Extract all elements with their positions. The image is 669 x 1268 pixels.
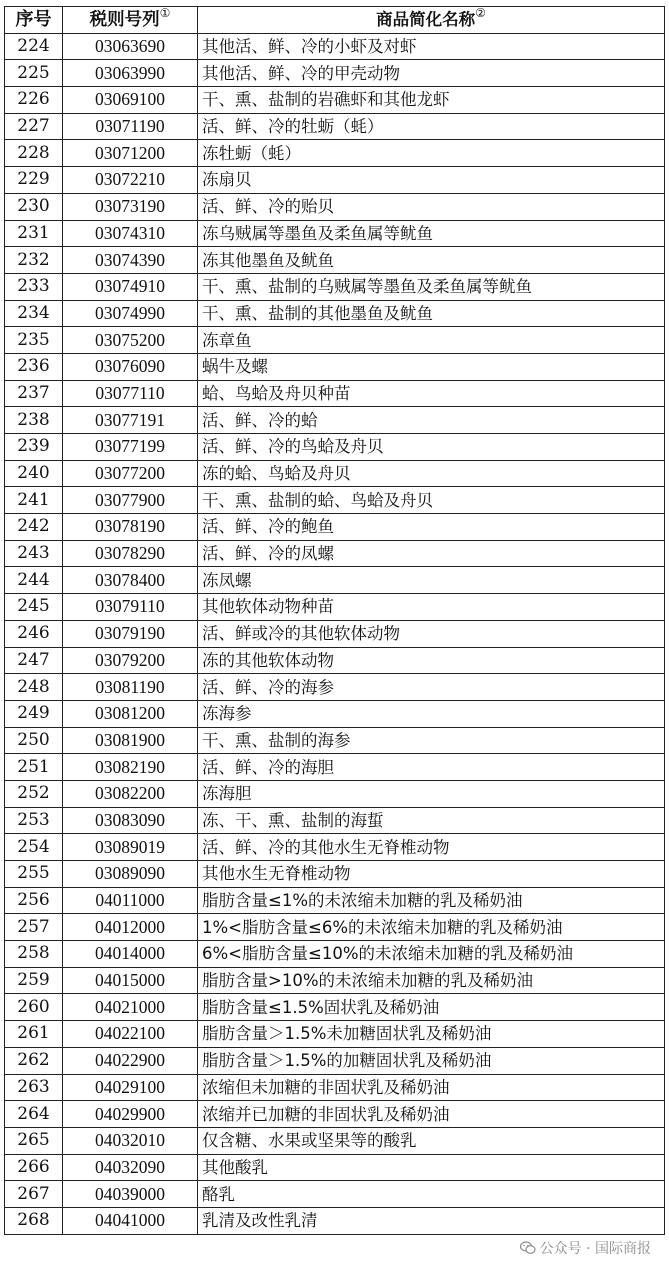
cell-name: 干、熏、盐制的其他墨鱼及鱿鱼 [198, 300, 665, 327]
table-row [5, 327, 665, 354]
table-row [5, 834, 665, 861]
table-row [5, 807, 665, 834]
cell-code: 03076090 [63, 353, 198, 380]
table-row [5, 620, 665, 647]
cell-seq: 231 [5, 220, 63, 247]
cell-code: 03074910 [63, 273, 198, 300]
table-row [5, 220, 665, 247]
table-row [5, 540, 665, 567]
cell-seq: 268 [5, 1207, 63, 1234]
cell-seq: 261 [5, 1021, 63, 1048]
cell-code: 03081200 [63, 700, 198, 727]
cell-seq: 257 [5, 914, 63, 941]
cell-code: 03089090 [63, 861, 198, 888]
table-row [5, 567, 665, 594]
table-row [5, 994, 665, 1021]
cell-name: 脂肪含量＞1.5%未加糖固状乳及稀奶油 [198, 1021, 665, 1048]
header-code-label: 税则号列 [89, 9, 160, 30]
cell-seq: 234 [5, 300, 63, 327]
cell-name: 活、鲜、冷的海胆 [198, 754, 665, 781]
cell-seq: 227 [5, 113, 63, 140]
cell-code: 03078190 [63, 514, 198, 541]
cell-name: 酪乳 [198, 1181, 665, 1208]
header-name [198, 7, 665, 34]
table-row [5, 861, 665, 888]
cell-code: 03077200 [63, 460, 198, 487]
cell-name: 其他软体动物种苗 [198, 594, 665, 621]
cell-name: 蜗牛及螺 [198, 353, 665, 380]
cell-seq: 246 [5, 620, 63, 647]
cell-code: 03078290 [63, 540, 198, 567]
cell-code: 03077900 [63, 487, 198, 514]
cell-name: 浓缩但未加糖的非固状乳及稀奶油 [198, 1074, 665, 1101]
table-row [5, 380, 665, 407]
cell-code: 03077199 [63, 434, 198, 461]
watermark [520, 1238, 651, 1258]
table-row [5, 193, 665, 220]
cell-code: 03077191 [63, 407, 198, 434]
cell-seq: 262 [5, 1047, 63, 1074]
cell-code: 03071190 [63, 113, 198, 140]
cell-seq: 252 [5, 780, 63, 807]
cell-code: 04032090 [63, 1154, 198, 1181]
cell-name: 其他活、鲜、冷的小虾及对虾 [198, 33, 665, 60]
header-code-footnote: ① [159, 6, 171, 21]
cell-seq: 255 [5, 861, 63, 888]
cell-code: 04021000 [63, 994, 198, 1021]
table-row [5, 780, 665, 807]
table-row [5, 434, 665, 461]
table-body [5, 33, 665, 1234]
cell-name: 冻的蛤、鸟蛤及舟贝 [198, 460, 665, 487]
table-row [5, 941, 665, 968]
cell-seq: 264 [5, 1101, 63, 1128]
cell-name: 冻、干、熏、盐制的海蜇 [198, 807, 665, 834]
table-row [5, 407, 665, 434]
cell-code: 04041000 [63, 1207, 198, 1234]
cell-seq: 244 [5, 567, 63, 594]
table-row [5, 1181, 665, 1208]
cell-seq: 251 [5, 754, 63, 781]
table-row [5, 140, 665, 167]
cell-code: 04029900 [63, 1101, 198, 1128]
cell-name: 冻的其他软体动物 [198, 647, 665, 674]
table-row [5, 1047, 665, 1074]
cell-seq: 232 [5, 247, 63, 274]
cell-code: 04032010 [63, 1127, 198, 1154]
cell-seq: 256 [5, 887, 63, 914]
cell-seq: 229 [5, 167, 63, 194]
cell-seq: 241 [5, 487, 63, 514]
cell-seq: 226 [5, 87, 63, 114]
header-code [63, 7, 198, 34]
wechat-icon [520, 1241, 536, 1255]
table-row [5, 300, 665, 327]
cell-seq: 253 [5, 807, 63, 834]
header-name-label: 商品简化名称 [376, 10, 476, 30]
cell-name: 其他酸乳 [198, 1154, 665, 1181]
cell-name: 其他水生无脊椎动物 [198, 861, 665, 888]
tariff-table [4, 6, 665, 1235]
cell-code: 04022100 [63, 1021, 198, 1048]
tariff-table-container [4, 6, 664, 1235]
cell-seq: 258 [5, 941, 63, 968]
cell-seq: 260 [5, 994, 63, 1021]
cell-code: 04039000 [63, 1181, 198, 1208]
table-row [5, 1021, 665, 1048]
cell-code: 04011000 [63, 887, 198, 914]
table-row [5, 674, 665, 701]
table-row [5, 727, 665, 754]
cell-code: 03069100 [63, 87, 198, 114]
cell-name: 活、鲜、冷的鸟蛤及舟贝 [198, 434, 665, 461]
table-row [5, 87, 665, 114]
cell-name: 活、鲜、冷的海参 [198, 674, 665, 701]
cell-seq: 250 [5, 727, 63, 754]
table-header-row [5, 7, 665, 34]
cell-code: 03078400 [63, 567, 198, 594]
cell-name: 活、鲜、冷的其他水生无脊椎动物 [198, 834, 665, 861]
cell-code: 03089019 [63, 834, 198, 861]
cell-code: 04029100 [63, 1074, 198, 1101]
cell-seq: 247 [5, 647, 63, 674]
header-name-footnote: ② [475, 6, 486, 21]
cell-name: 冻乌贼属等墨鱼及柔鱼属等鱿鱼 [198, 220, 665, 247]
cell-name: 冻其他墨鱼及鱿鱼 [198, 247, 665, 274]
cell-seq: 235 [5, 327, 63, 354]
table-row [5, 754, 665, 781]
cell-seq: 259 [5, 967, 63, 994]
cell-name: 脂肪含量≤1.5%固状乳及稀奶油 [198, 994, 665, 1021]
table-row [5, 967, 665, 994]
cell-code: 03074990 [63, 300, 198, 327]
cell-name: 冻章鱼 [198, 327, 665, 354]
table-row [5, 247, 665, 274]
cell-seq: 254 [5, 834, 63, 861]
cell-name: 活、鲜或冷的其他软体动物 [198, 620, 665, 647]
cell-name: 活、鲜、冷的鲍鱼 [198, 514, 665, 541]
cell-seq: 243 [5, 540, 63, 567]
cell-code: 04015000 [63, 967, 198, 994]
cell-name: 冻牡蛎（蚝） [198, 140, 665, 167]
cell-name: 干、熏、盐制的岩礁虾和其他龙虾 [198, 87, 665, 114]
table-row [5, 113, 665, 140]
cell-name: 浓缩并已加糖的非固状乳及稀奶油 [198, 1101, 665, 1128]
cell-name: 1%<脂肪含量≤6%的未浓缩未加糖的乳及稀奶油 [198, 914, 665, 941]
cell-seq: 228 [5, 140, 63, 167]
table-row [5, 887, 665, 914]
table-row [5, 1154, 665, 1181]
table-row [5, 914, 665, 941]
cell-seq: 245 [5, 594, 63, 621]
cell-seq: 236 [5, 353, 63, 380]
table-row [5, 60, 665, 87]
cell-code: 03079190 [63, 620, 198, 647]
cell-code: 04022900 [63, 1047, 198, 1074]
cell-code: 03063690 [63, 33, 198, 60]
table-row [5, 460, 665, 487]
table-row [5, 514, 665, 541]
cell-seq: 240 [5, 460, 63, 487]
cell-code: 03063990 [63, 60, 198, 87]
header-seq: 序号 [5, 7, 63, 34]
table-row [5, 167, 665, 194]
cell-name: 冻凤螺 [198, 567, 665, 594]
cell-name: 6%<脂肪含量≤10%的未浓缩未加糖的乳及稀奶油 [198, 941, 665, 968]
table-row [5, 353, 665, 380]
cell-code: 03083090 [63, 807, 198, 834]
cell-seq: 233 [5, 273, 63, 300]
table-row [5, 700, 665, 727]
cell-seq: 225 [5, 60, 63, 87]
cell-code: 03074310 [63, 220, 198, 247]
cell-code: 04012000 [63, 914, 198, 941]
table-row [5, 1101, 665, 1128]
cell-name: 冻扇贝 [198, 167, 665, 194]
cell-seq: 265 [5, 1127, 63, 1154]
table-row [5, 273, 665, 300]
cell-code: 04014000 [63, 941, 198, 968]
cell-name: 仅含糖、水果或坚果等的酸乳 [198, 1127, 665, 1154]
table-row [5, 647, 665, 674]
cell-code: 03079110 [63, 594, 198, 621]
cell-code: 03077110 [63, 380, 198, 407]
table-row [5, 1127, 665, 1154]
table-row [5, 594, 665, 621]
cell-seq: 249 [5, 700, 63, 727]
cell-name: 干、熏、盐制的蛤、鸟蛤及舟贝 [198, 487, 665, 514]
cell-name: 活、鲜、冷的牡蛎（蚝） [198, 113, 665, 140]
cell-name: 冻海胆 [198, 780, 665, 807]
cell-name: 脂肪含量＞1.5%的加糖固状乳及稀奶油 [198, 1047, 665, 1074]
cell-code: 03073190 [63, 193, 198, 220]
cell-code: 03072210 [63, 167, 198, 194]
cell-code: 03081900 [63, 727, 198, 754]
table-row [5, 1074, 665, 1101]
cell-seq: 267 [5, 1181, 63, 1208]
cell-name: 活、鲜、冷的贻贝 [198, 193, 665, 220]
cell-name: 脂肪含量>10%的未浓缩未加糖的乳及稀奶油 [198, 967, 665, 994]
table-row [5, 1207, 665, 1234]
cell-name: 其他活、鲜、冷的甲壳动物 [198, 60, 665, 87]
cell-code: 03075200 [63, 327, 198, 354]
cell-code: 03082200 [63, 780, 198, 807]
table-row [5, 487, 665, 514]
cell-seq: 237 [5, 380, 63, 407]
cell-seq: 263 [5, 1074, 63, 1101]
cell-code: 03074390 [63, 247, 198, 274]
cell-seq: 224 [5, 33, 63, 60]
cell-seq: 238 [5, 407, 63, 434]
cell-name: 冻海参 [198, 700, 665, 727]
cell-seq: 239 [5, 434, 63, 461]
cell-code: 03079200 [63, 647, 198, 674]
cell-name: 脂肪含量≤1%的未浓缩未加糖的乳及稀奶油 [198, 887, 665, 914]
cell-seq: 242 [5, 514, 63, 541]
cell-name: 干、熏、盐制的海参 [198, 727, 665, 754]
cell-code: 03081190 [63, 674, 198, 701]
cell-code: 03082190 [63, 754, 198, 781]
cell-name: 蛤、鸟蛤及舟贝种苗 [198, 380, 665, 407]
cell-code: 03071200 [63, 140, 198, 167]
cell-seq: 248 [5, 674, 63, 701]
watermark-text: 公众号 · 国际商报 [539, 1241, 651, 1257]
cell-name: 乳清及改性乳清 [198, 1207, 665, 1234]
cell-name: 活、鲜、冷的凤螺 [198, 540, 665, 567]
cell-name: 活、鲜、冷的蛤 [198, 407, 665, 434]
cell-name: 干、熏、盐制的乌贼属等墨鱼及柔鱼属等鱿鱼 [198, 273, 665, 300]
cell-seq: 230 [5, 193, 63, 220]
table-row [5, 33, 665, 60]
cell-seq: 266 [5, 1154, 63, 1181]
